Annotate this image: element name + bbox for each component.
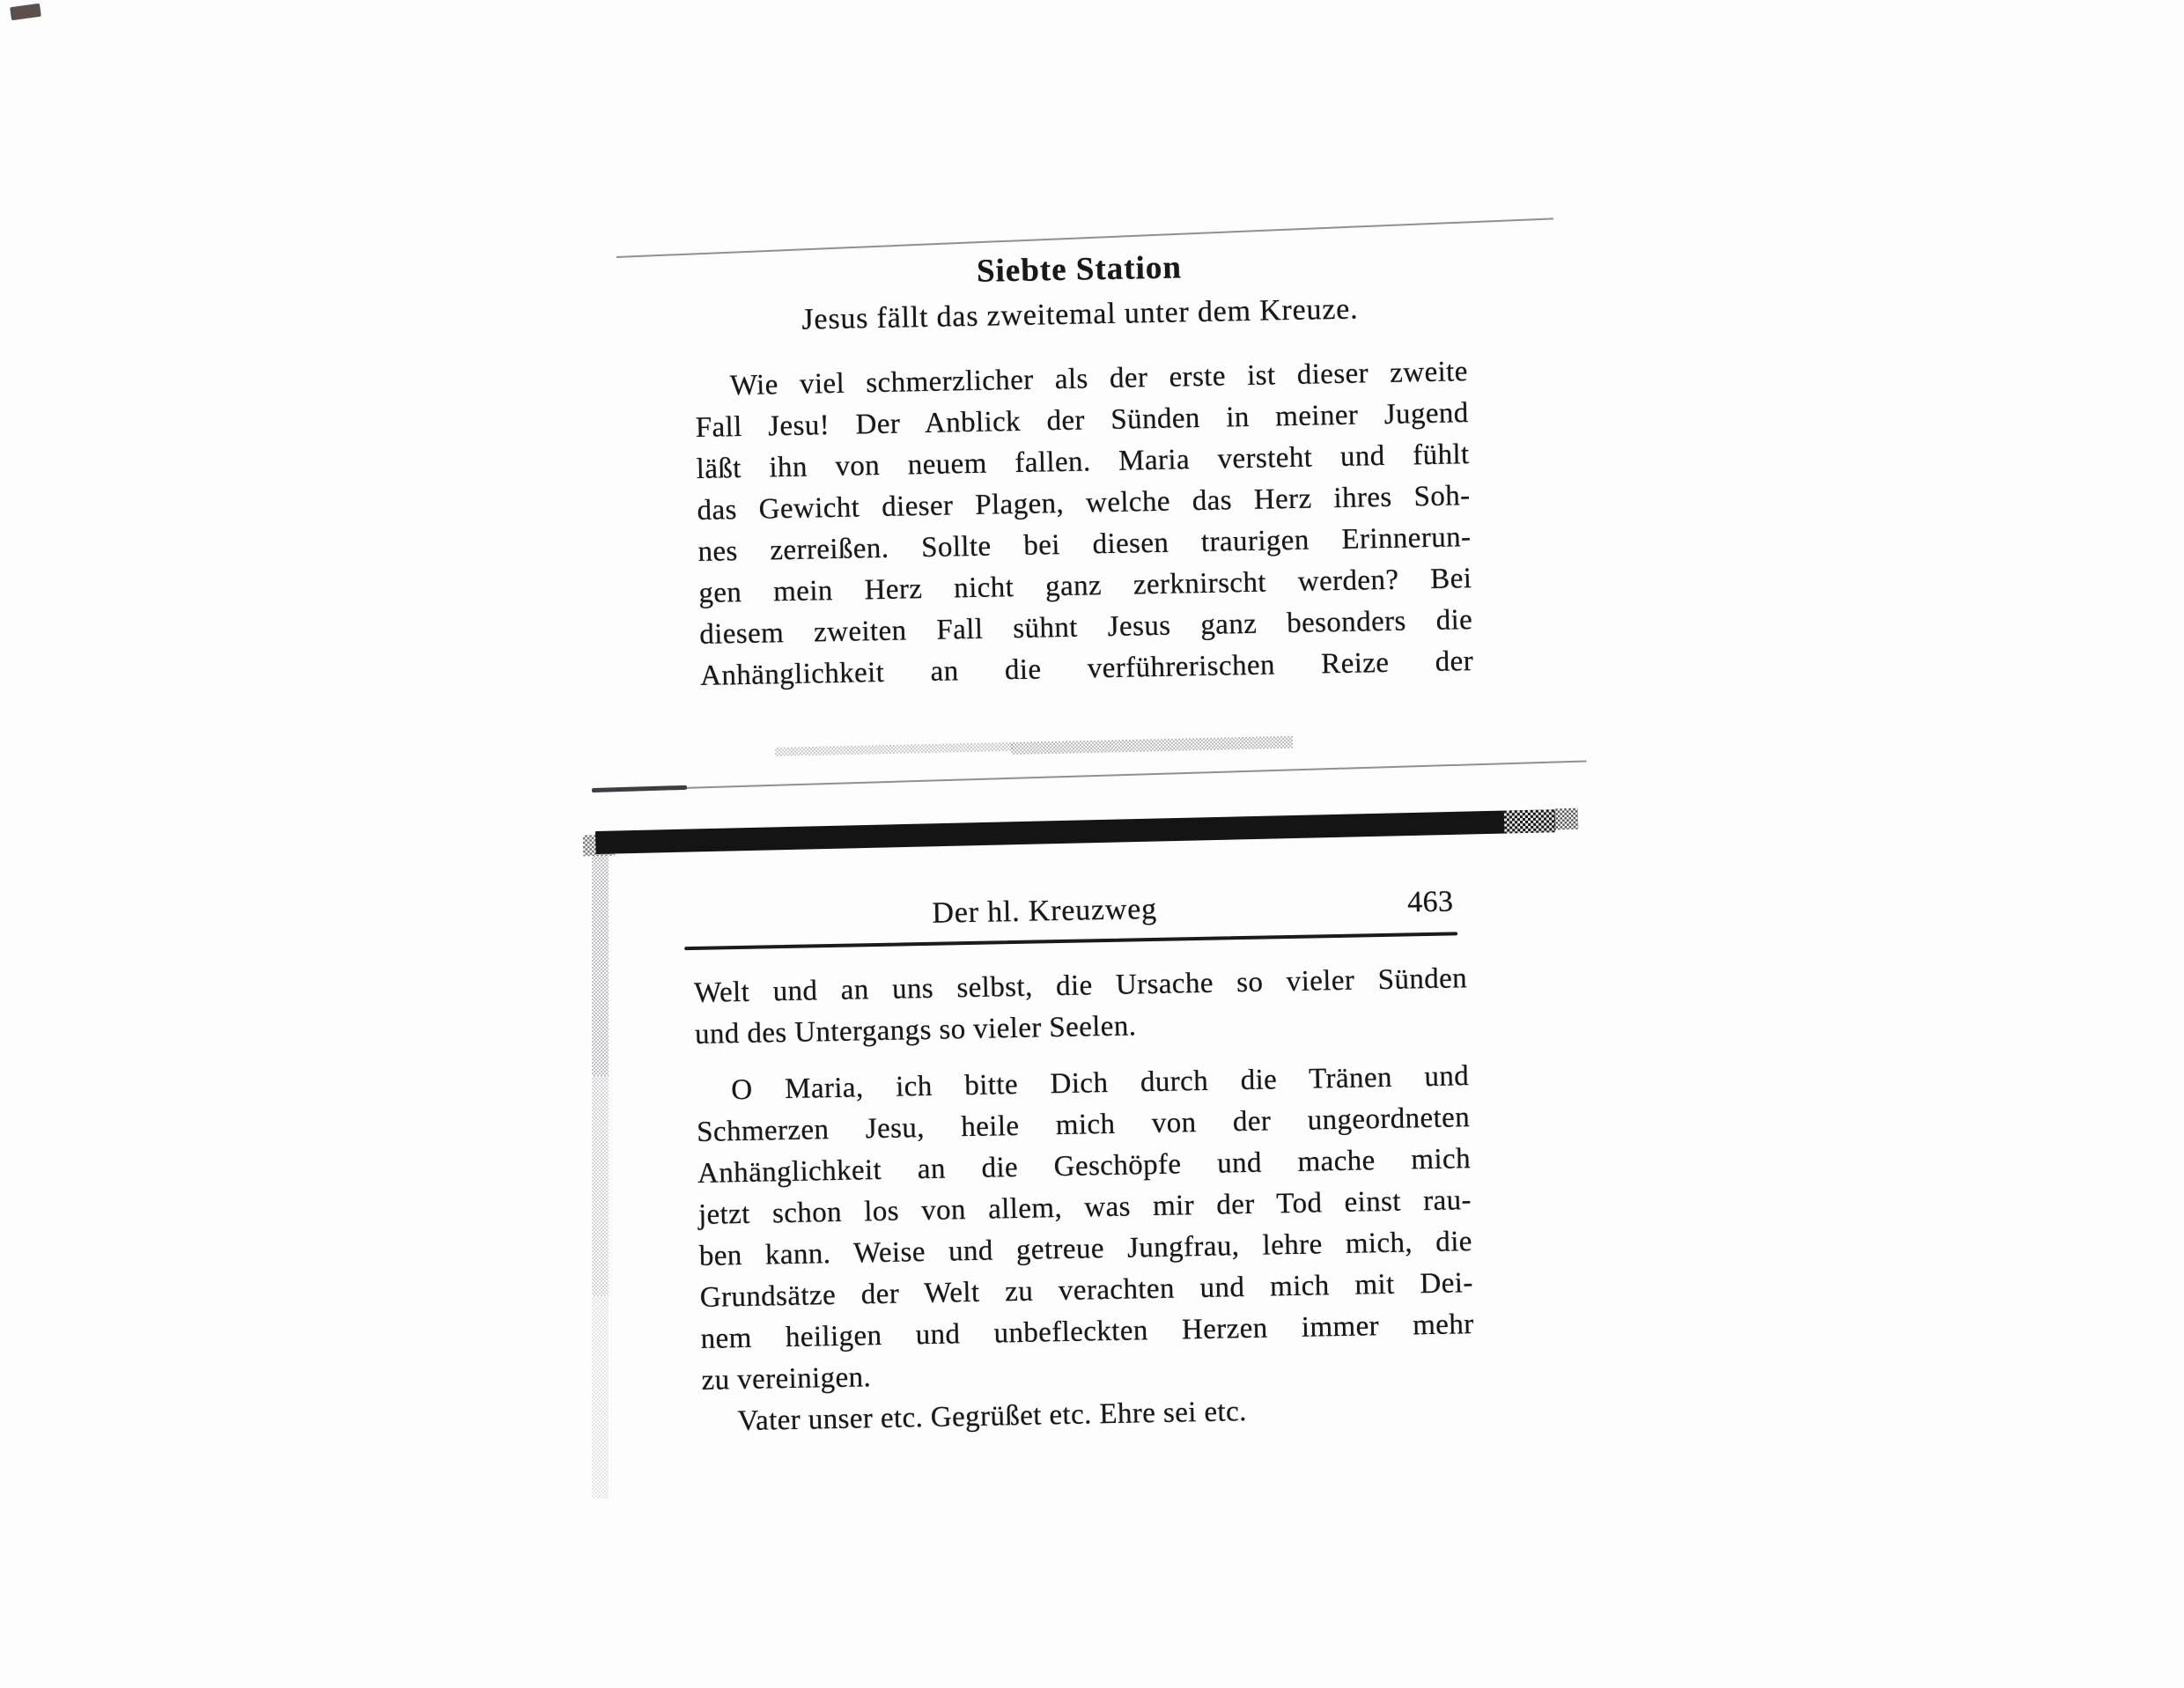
- text-line: O Maria, ich bitte Dich durch die Tränen und: [730, 1060, 1470, 1107]
- text-line: diesem zweiten Fall sühnt Jesus ganz besonders die: [698, 604, 1473, 651]
- gutter-shadow-strip: [592, 1076, 609, 1296]
- upper-page-paragraph: [694, 351, 1473, 697]
- text-line: Anhänglichkeit an die verführerischen Reize der: [699, 645, 1474, 692]
- lower-page-paragraphs: [694, 958, 1476, 1443]
- text-line: das Gewicht dieser Plagen, welche das Herz ihres Soh-: [697, 480, 1471, 527]
- text-line: Vater unser etc. Gegrüßet etc. Ehre sei etc.: [737, 1396, 1248, 1438]
- text-line: jetzt schon los von allem, was mir der Tod einst rau-: [697, 1184, 1472, 1231]
- text-line: und des Untergangs so vieler Seelen.: [694, 1010, 1137, 1050]
- lower-page-top-edge-dark-tip: [592, 785, 687, 792]
- text-line: Wie viel schmerzlicher als der erste ist dieser zweite: [729, 356, 1469, 402]
- page-number: 463: [1406, 885, 1454, 919]
- header-rule: [684, 932, 1457, 950]
- separator-bar-right-dither: [1504, 809, 1556, 833]
- scan-corner-speck: [10, 4, 41, 21]
- page-separator-bar: [595, 809, 1555, 854]
- running-header: Der hl. Kreuzweg: [932, 892, 1158, 930]
- upper-page-bottom-shadow: [775, 742, 1013, 756]
- text-line: gen mein Herz nicht ganz zerknirscht werden? Bei: [698, 563, 1472, 609]
- text-line: läßt ihn von neuem fallen. Maria versteht und fühlt: [696, 439, 1470, 485]
- text-line: Schmerzen Jesu, heile mich von der ungeordneten: [696, 1102, 1471, 1148]
- text-line: Anhänglichkeit an die Geschöpfe und mache mich: [697, 1143, 1472, 1190]
- gutter-shadow-strip: [592, 1296, 609, 1499]
- text-line: Fall Jesu! Der Anblick der Sünden in meiner Jugend: [695, 397, 1469, 444]
- text-line: nes zerreißen. Sollte bei diesen traurigen Erinnerun-: [697, 521, 1472, 568]
- text-line: Grundsätze der Welt zu verachten und mich mit Dei-: [699, 1267, 1473, 1314]
- upper-page-text-block: [692, 239, 1474, 711]
- separator-bar-right-fade: [1553, 808, 1579, 830]
- gutter-shadow-strip: [592, 856, 609, 1076]
- station-heading: Siebte Station: [976, 249, 1183, 290]
- text-line: zu vereinigen.: [701, 1361, 872, 1397]
- upper-page-bottom-shadow: [1011, 736, 1293, 755]
- text-line: ben kann. Weise und getreue Jungfrau, lehre mich, die: [698, 1226, 1473, 1272]
- station-subheading: Jesus fällt das zweitemal unter dem Kreuze.: [801, 292, 1359, 336]
- lower-page-text-block: [692, 879, 1476, 1457]
- text-line: Welt und an uns selbst, die Ursache so vieler Sünden: [693, 962, 1468, 1009]
- text-line: nem heiligen und unbefleckten Herzen immer mehr: [700, 1308, 1474, 1355]
- lower-page-top-edge-line: [592, 760, 1587, 792]
